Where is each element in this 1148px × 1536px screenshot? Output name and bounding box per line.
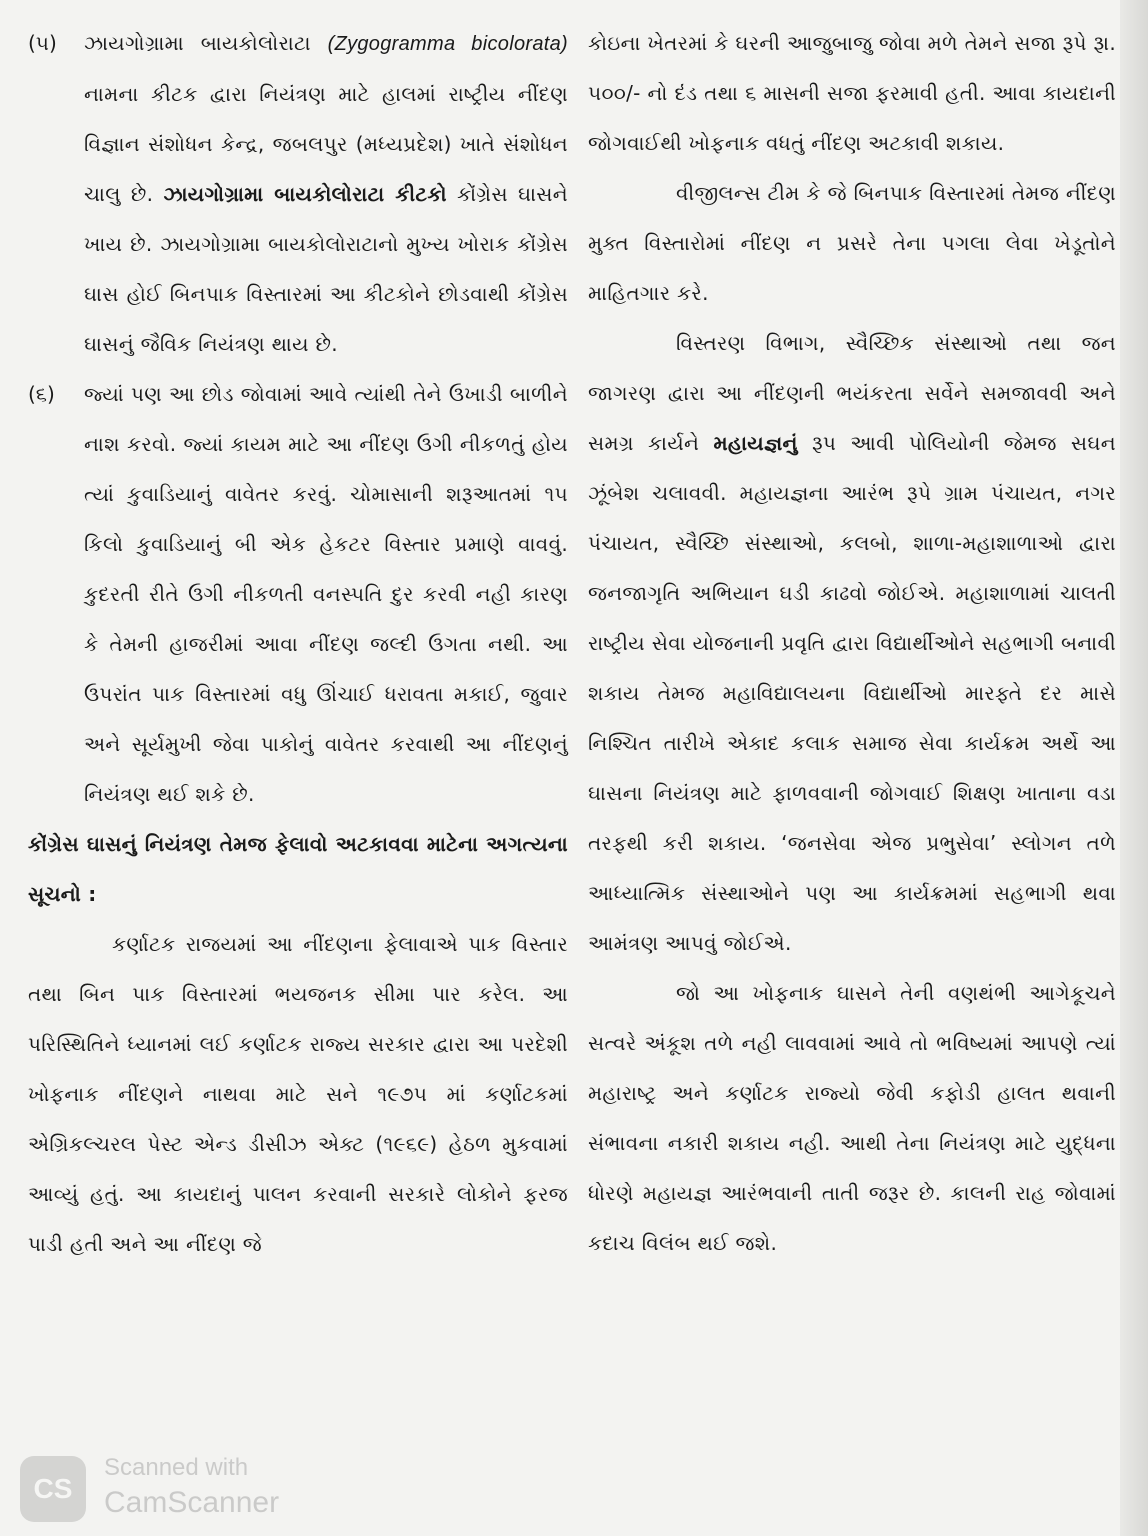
watermark-line-1: Scanned with bbox=[104, 1454, 249, 1481]
bold-term: ઝાયગોગ્રામા બાયકોલોરાટા કીટકો bbox=[163, 182, 447, 206]
right-column bbox=[588, 18, 1116, 1268]
item-6-text: જ્યાં પણ આ છોડ જોવામાં આવે ત્યાંથી તેને ઉખાડી બાળીને નાશ કરવો. જ્યાં કાયમ માટે આ નીંદણ ઉગી નીકળતું હોય ત્યાં કુવાડિયાનું વાવેતર કરવું. ચોમાસાની શરૂઆતમાં ૧૫ કિલો કુવાડિયાનું બી એક હેકટર વિસ્તાર પ્રમાણે વાવવું. કુદરતી રીતે ઉગી નીકળતી વનસ્પતિ દુર કરવી નહી કારણ કે તેમની હાજરીમાં આવા નીંદણ જલ્દી ઉગતા નથી. આ ઉપરાંત પાક વિસ્તારમાં વધુ ઊંચાઈ ધરાવતા મકાઈ, જુવાર અને સૂર્યમુખી જેવા પાકોનું વાવેતર કરવાથી આ નીંદણનું નિયંત્રણ થઈ શકે છે. bbox=[84, 382, 568, 806]
section-heading: કોંગ્રેસ ઘાસનું નિયંત્રણ તેમજ ફેલાવો અટકાવવા માટેના અગત્યના સૂચનો : bbox=[28, 832, 568, 906]
paragraph: વીજીલન્સ ટીમ કે જે બિનપાક વિસ્તારમાં તેમજ નીંદણ મુક્ત વિસ્તારોમાં નીંદણ ન પ્રસરે તેના પગલા લેવા ખેડૂતોને માહિતગાર કરે. bbox=[588, 181, 1116, 305]
item-number: (૬) bbox=[28, 382, 55, 406]
bold-term: મહાયજ્ઞનું bbox=[713, 431, 798, 455]
watermark-line-2: CamScanner bbox=[104, 1486, 280, 1519]
item-5-text-a: ઝાયગોગ્રામા બાયકોલોરાટા bbox=[84, 31, 328, 55]
list-item-5 bbox=[28, 18, 568, 369]
camscanner-logo-icon: CS bbox=[20, 1456, 86, 1522]
paragraph: કર્ણાટક રાજયમાં આ નીંદણના ફેલાવાએ પાક વિસ્તાર તથા બિન પાક વિસ્તારમાં ભયજનક સીમા પાર કરેલ. આ પરિસ્થિતિને ધ્યાનમાં લઈ કર્ણાટક રાજ્ય સરકાર દ્વારા આ પરદેશી ખોફનાક નીંદણને નાથવા માટે સને ૧૯૭૫ માં કર્ણાટકમાં એગ્રિકલ્ચરલ પેસ્ટ એન્ડ ડીસીઝ એક્ટ (૧૯૬૯) હેઠળ મુકવામાં આવ્યું હતું. આ કાયદાનું પાલન કરવાની સરકારે લોકોને ફરજ પાડી હતી અને આ નીંદણ જે bbox=[28, 932, 568, 1256]
item-number: (૫) bbox=[28, 31, 57, 55]
item-5-text-b: નામના કીટક દ્વારા નિયંત્રણ માટે હાલમાં રાષ્ટ્રીય નીંદણ વિજ્ઞાન સંશોધન કેન્દ્ર, જબલપુર (મધ્યપ્રદેશ) ખાતે સંશોધન ચાલુ છે. bbox=[84, 82, 568, 206]
page-edge-shadow bbox=[1120, 0, 1148, 1536]
latin-name: (Zygogramma bicolorata) bbox=[327, 33, 568, 55]
paragraph-text-b: રૂપ આવી પોલિયોની જેમજ સઘન ઝૂંબેશ ચલાવવી. મહાયજ્ઞના આરંભ રૂપે ગ્રામ પંચાયત, નગર પંચાયત, સ્વૈચ્છિ સંસ્થાઓ, કલબો, શાળા-મહાશાળાઓ દ્વારા જનજાગૃતિ અભિયાન ઘડી કાઢવો જોઈએ. મહાશાળામાં ચાલતી રાષ્ટ્રીય સેવા યોજનાની પ્રવૃતિ દ્વારા વિદ્યાર્થીઓને સહભાગી બનાવી શકાય તેમજ મહાવિદ્યાલયના વિદ્યાર્થીઓ મારફ્તે દર માસે નિશ્ચિત તારીખે એકાદ કલાક સમાજ સેવા કાર્યક્રમ અર્થે આ ઘાસના નિયંત્રણ માટે ફાળવવાની જોગવાઈ શિક્ષણ ખાતાના વડા તરફથી કરી શકાય. ‘જનસેવા એજ પ્રભુસેવા’ સ્લોગન તળે આધ્યાત્મિક સંસ્થાઓને પણ આ કાર્યક્રમમાં સહભાગી થવા આમંત્રણ આપવું જોઈએ. bbox=[588, 431, 1116, 955]
paragraph bbox=[588, 318, 1116, 968]
list-item-6 bbox=[28, 369, 568, 819]
paragraph-text-a: વિસ્તરણ વિભાગ, સ્વૈચ્છિક સંસ્થાઓ તથા જન જાગરણ દ્વારા આ નીંદણની ભયંકરતા સર્વેને સમજાવવી અને સમગ્ર કાર્યને bbox=[588, 331, 1116, 455]
scanner-watermark bbox=[14, 1448, 314, 1528]
item-5-text bbox=[84, 18, 568, 369]
paragraph: જો આ ખોફનાક ઘાસને તેની વણથંભી આગેકૂચને સત્વરે અંકૂશ તળે નહી લાવવામાં આવે તો ભવિષ્યમાં આપણે ત્યાં મહારાષ્ટ્ર અને કર્ણાટક રાજ્યો જેવી કફોડી હાલત થવાની સંભાવના નકારી શકાય નહી. આથી તેના નિયંત્રણ માટે યુદ્ધના ધોરણે મહાયજ્ઞ આરંભવાની તાતી જરૂર છે. કાલની રાહ જોવામાં કદાચ વિલંબ થઈ જશે. bbox=[588, 981, 1116, 1255]
left-column bbox=[28, 18, 568, 1269]
item-5-text-c: કોંગ્રેસ ઘાસને ખાય છે. ઝાયગોગ્રામા બાયકોલોરાટાનો મુખ્ય ખોરાક કોંગ્રેસ ઘાસ હોઈ બિનપાક વિસ્તારમાં આ કીટકોને છોડવાથી કોંગ્રેસ ઘાસનું જૈવિક નિયંત્રણ થાય છે. bbox=[84, 182, 568, 356]
paragraph: કોઇના ખેતરમાં કે ઘરની આજુબાજુ જોવા મળે તેમને સજા રૂપે રૂા. ૫૦૦/- નો દંડ તથા ૬ માસની સજા ફરમાવી હતી. આવા કાયદાની જોગવાઈથી ખોફનાક વધતું નીંદણ અટકાવી શકાય. bbox=[588, 31, 1116, 155]
